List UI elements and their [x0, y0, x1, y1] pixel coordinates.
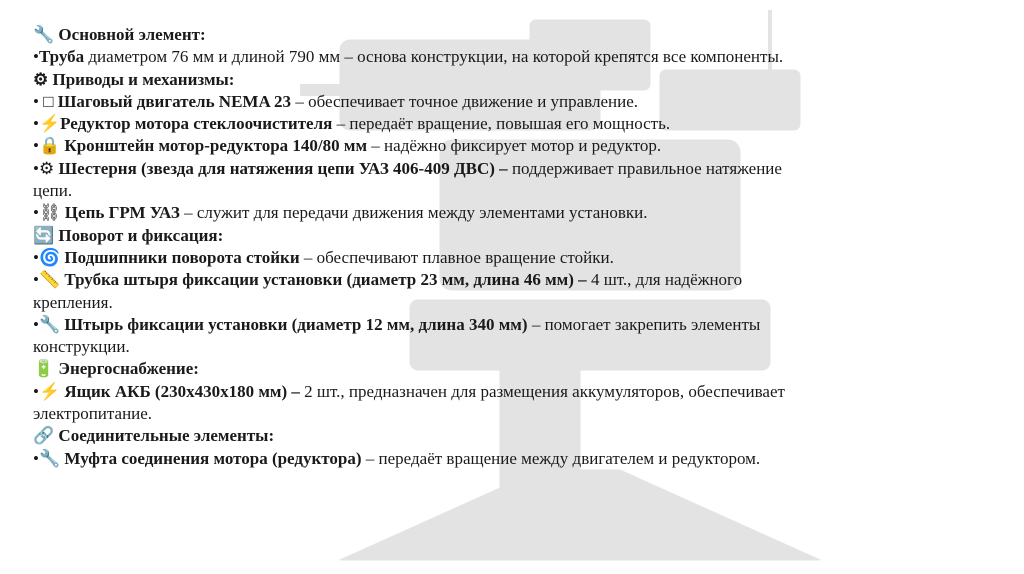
lock-icon: 🔒 [38, 136, 61, 156]
bullet: • [33, 91, 44, 111]
list-item [33, 247, 793, 269]
list-item [33, 46, 793, 68]
item-description: – помогает закрепить элементы конструкции. [33, 314, 761, 357]
item-title: Трубка штыря фиксации установки (диаметр 23 мм, длина 46 мм) – [60, 270, 587, 290]
item-description: 4 шт., для надёжного крепления. [33, 270, 743, 312]
bullet: • [33, 270, 39, 290]
ruler-icon: 📏 [38, 270, 61, 290]
item-description: – обеспечивают плавное вращение стойки. [299, 247, 614, 267]
section-heading [33, 24, 793, 46]
section-heading-text: Основной элемент: [58, 25, 206, 44]
section-heading-text: Поворот и фиксация: [58, 225, 224, 245]
item-description: – служит для передачи движения между элементами установки. [179, 203, 648, 223]
chain-icon: ⛓ [38, 203, 61, 223]
item-title: Подшипники поворота стойки [60, 247, 300, 267]
bullet: • [33, 247, 39, 267]
item-description: поддерживает правильное натяжение цепи. [33, 158, 782, 201]
lightning-icon: ⚡ [38, 114, 61, 134]
list-item [33, 135, 793, 157]
swirl-icon: 🌀 [38, 247, 61, 267]
item-title: Кронштейн мотор-редуктора 140/80 мм [60, 136, 368, 156]
list-item [33, 314, 793, 359]
item-description: – передаёт вращение, повышая его мощность. [332, 114, 671, 134]
battery-icon: 🔋 [33, 359, 55, 379]
bullet: • [33, 158, 39, 178]
item-title: Штырь фиксации установки (диаметр 12 мм, длина 340 мм) [60, 314, 528, 334]
bullet: • [33, 136, 39, 156]
bullet: • [33, 314, 39, 334]
rotate-icon: 🔄 [33, 225, 55, 245]
item-title: Труба [38, 47, 85, 67]
item-description: диаметром 76 мм и длиной 790 мм – основа конструкции, на которой крепятся все компоненты. [84, 47, 784, 67]
bullet: • [33, 381, 39, 401]
list-item [33, 113, 793, 135]
component-list [33, 24, 793, 470]
section-heading [33, 358, 793, 380]
item-description: – обеспечивает точное движение и управление. [291, 91, 639, 111]
item-title: Цепь ГРМ УАЗ [60, 203, 180, 223]
item-title: Шестерня (звезда для натяжения цепи УАЗ 406-409 ДВС) – [54, 158, 508, 178]
item-title: Шаговый двигатель NEMA 23 [53, 91, 292, 111]
wrench-icon: 🔧 [38, 448, 61, 468]
item-title: Муфта соединения мотора (редуктора) [60, 448, 362, 468]
item-description: – передаёт вращение между двигателем и редуктором. [361, 448, 761, 468]
bullet: • [33, 448, 39, 468]
missing-glyph-icon: □ [43, 91, 54, 111]
lightning-icon: ⚡ [38, 381, 61, 401]
item-description: – надёжно фиксирует мотор и редуктор. [367, 136, 662, 156]
gear-icon: ⚙ [38, 158, 55, 178]
section-heading-text: Приводы и механизмы: [52, 69, 235, 89]
section-heading-text: Соединительные элементы: [58, 426, 275, 446]
list-item [33, 269, 793, 314]
section-heading [33, 225, 793, 247]
section-heading-text: Энергоснабжение: [58, 359, 199, 379]
item-description: 2 шт., предназначен для размещения аккумуляторов, обеспечивает электропитание. [33, 381, 785, 424]
bullet: • [33, 203, 39, 223]
list-item [33, 381, 793, 426]
tool-icon: 🔧 [33, 25, 55, 44]
section-heading [33, 425, 793, 447]
tool-icon: 🔧 [38, 314, 61, 334]
link-icon: 🔗 [33, 426, 55, 446]
item-title: Редуктор мотора стеклоочистителя [60, 114, 333, 134]
list-item [33, 448, 793, 470]
section-heading [33, 69, 793, 91]
list-item [33, 91, 793, 113]
item-title: Ящик АКБ (230х430х180 мм) – [60, 381, 300, 401]
gear-icon: ⚙ [33, 69, 49, 89]
bullet: • [33, 47, 39, 67]
bullet: • [33, 114, 39, 134]
list-item [33, 202, 793, 224]
list-item [33, 158, 793, 203]
